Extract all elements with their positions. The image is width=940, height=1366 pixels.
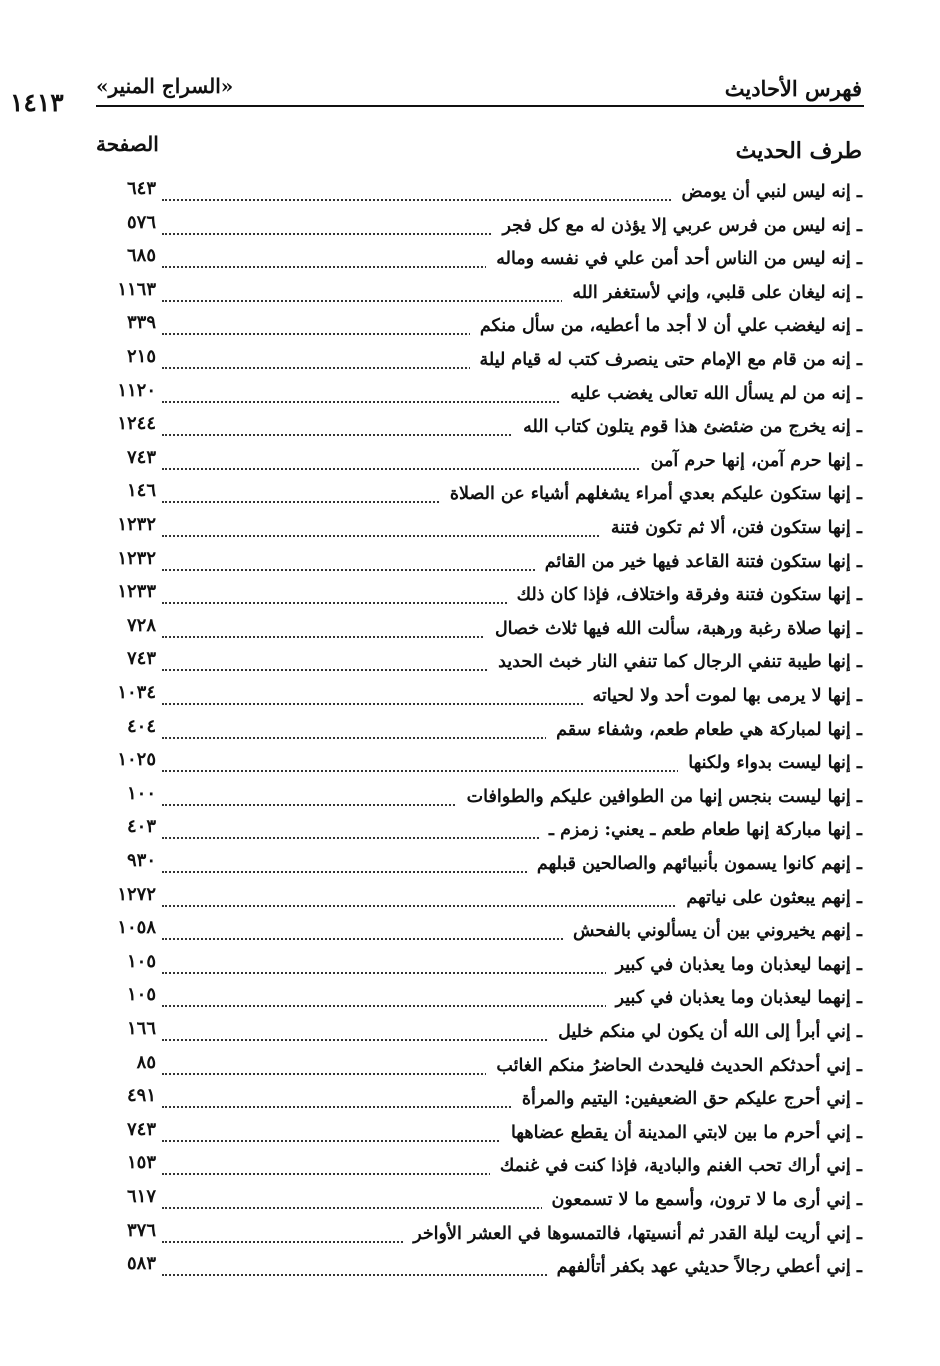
hadith-text: ـ إنه ليغان على قلبي، وإني لأستغفر الله: [562, 283, 862, 303]
page-reference: ٢١٥: [126, 346, 156, 367]
page-reference: ٧٤٣: [126, 648, 156, 670]
list-item: [0, 984, 940, 1018]
page-reference: ١٢٣٢: [117, 547, 156, 569]
hadith-text: ـ إنها ليست بنجس إنها من الطوافين عليكم والطوافات: [457, 787, 862, 807]
page-reference: ١٠٥: [126, 984, 156, 1006]
hadith-text: ـ إنها ستكون فتنة القاعد فيها خير من القائم: [535, 552, 862, 572]
hadith-text: ـ إنها ستكون فتن، ألا ثم تكون فتنة: [601, 518, 862, 538]
hadith-text: ـ إنها لمباركة هي طعام طعم، وشفاء سقم: [546, 720, 862, 740]
hadith-text: ـ إنه ليغضب علي أن لا أجد ما أعطيه، من سأل منكم: [470, 316, 862, 336]
page-reference: ٧٢٨: [126, 614, 156, 636]
hadith-text: ـ إني أريت ليلة القدر ثم أنسيتها، فالتمسوها في العشر الأواخر: [403, 1224, 862, 1244]
list-item: [0, 816, 940, 850]
list-item: [0, 1253, 940, 1287]
hadith-text: ـ إنهما ليعذبان وما يعذبان في كبير: [606, 988, 862, 1008]
list-item: [0, 1186, 940, 1220]
page-reference: ١١٢٠: [117, 379, 156, 401]
hadith-text: ـ إنها ستكون عليكم بعدي أمراء يشغلهم أشياء عن الصلاة: [440, 484, 862, 504]
list-item: [0, 682, 940, 716]
page-reference: ١٠٠: [126, 782, 156, 804]
page-reference: ٧٤٣: [126, 446, 156, 468]
list-item: [0, 749, 940, 783]
hadith-text: ـ إنه ليس من الناس أحد أمن علي في نفسه وماله: [486, 249, 862, 269]
list-item: [0, 312, 940, 346]
column-header-hadith: طرف الحديث: [735, 138, 862, 164]
hadith-text: ـ إني أراك تحب الغنم والبادية، فإذا كنت في غنمك: [490, 1156, 862, 1176]
list-item: [0, 279, 940, 313]
list-item: [0, 548, 940, 582]
page-reference: ٦٤٣: [126, 178, 156, 199]
hadith-text: ـ إنه من قام مع الإمام حتى ينصرف كتب له قيام ليلة: [470, 350, 862, 370]
page-reference: ١٠٢٥: [117, 749, 156, 771]
list-item: [0, 648, 940, 682]
hadith-text: ـ إنها لا يرمى بها لموت أحد ولا لحياته: [583, 686, 863, 706]
list-item: [0, 1220, 940, 1254]
list-item: [0, 783, 940, 817]
hadith-text: ـ إنه يخرج من ضئضئ هذا قوم يتلون كتاب الله: [513, 417, 862, 437]
hadith-text: ـ إني أعطي رجالاً حديثي عهد بكفر أتألفهم: [547, 1257, 862, 1277]
list-item: [0, 212, 940, 246]
hadith-text: ـ إني أرى ما لا ترون، وأسمع ما لا تسمعون: [542, 1190, 862, 1210]
list-item: [0, 1052, 940, 1086]
page-reference: ١٦٦: [126, 1018, 156, 1039]
page-reference: ٤٠٣: [126, 816, 156, 838]
index-title: فهرس الأحاديث: [724, 76, 862, 101]
list-item: [0, 850, 940, 884]
hadith-text: ـ إنها ليست بدواء ولكنها: [678, 753, 862, 773]
list-item: [0, 1085, 940, 1119]
list-item: [0, 917, 940, 951]
hadith-text: ـ إني أحدثكم الحديث فليحدث الحاضرُ منكم الغائب: [486, 1056, 862, 1076]
hadith-text: ـ إني أحرم ما بين لابتي المدينة أن يقطع عضاهها: [501, 1123, 862, 1143]
list-item: [0, 178, 940, 212]
list-item: [0, 346, 940, 380]
page-reference: ٣٧٦: [126, 1219, 156, 1241]
running-header: [0, 70, 940, 117]
page-reference: ٦٨٥: [126, 245, 156, 267]
page-reference: ١٢٧٢: [117, 883, 156, 905]
list-item: [0, 447, 940, 481]
page-reference: ٤٠٤: [126, 715, 156, 737]
hadith-text: ـ إنها طيبة تنفي الرجال كما تنفي النار خبث الحديد: [488, 652, 862, 672]
page-reference: ١٠٣٤: [117, 682, 156, 703]
page-reference: ١٥٣: [126, 1152, 156, 1174]
page-reference: ٥٧٦: [126, 211, 156, 233]
hadith-text: ـ إنهم يبعثون على نياتهم: [676, 888, 862, 908]
hadith-text: ـ إنها صلاة رغبة ورهبة، سألت الله فيها ثلاث خصال: [485, 619, 862, 639]
column-header-page: الصفحة: [96, 132, 159, 156]
page-reference: ١٢٣٢: [117, 514, 156, 535]
book-title: «السراج المنير»: [96, 74, 234, 98]
hadith-text: ـ إنهما ليعذبان وما يعذبان في كبير: [606, 955, 862, 975]
page-reference: ٧٤٣: [126, 1118, 156, 1140]
list-item: [0, 716, 940, 750]
list-item: [0, 245, 940, 279]
list-item: [0, 413, 940, 447]
page-reference: ٨٥: [136, 1051, 156, 1073]
list-item: [0, 1119, 940, 1153]
list-item: [0, 581, 940, 615]
page-reference: ٥٨٣: [126, 1253, 156, 1275]
page-reference: ١٤٦: [126, 480, 156, 502]
list-item: [0, 514, 940, 548]
hadith-text: ـ إنهم كانوا يسمون بأنبيائهم والصالحين قبلهم: [527, 854, 862, 874]
hadith-text: ـ إنهم يخيروني بين أن يسألوني بالفحش: [563, 921, 862, 941]
hadith-text: ـ إنها مباركة إنها طعام طعم ـ يعني: زمزم ـ: [539, 820, 862, 840]
header-rule: [96, 105, 864, 107]
page-reference: ١٠٥: [126, 950, 156, 972]
page-reference: ٦١٧: [126, 1186, 156, 1207]
page-reference: ٣٣٩: [126, 312, 156, 334]
page-reference: ١١٦٣: [117, 278, 156, 300]
page-reference: ١٢٣٣: [117, 581, 156, 603]
list-item: [0, 380, 940, 414]
list-item: [0, 884, 940, 918]
hadith-text: ـ إنه من لم يسأل الله تعالى يغضب عليه: [560, 384, 862, 404]
hadith-text: ـ إنه ليس لنبي أن يومض: [671, 182, 862, 202]
page-reference: ٤٩١: [126, 1085, 156, 1107]
hadith-text: ـ إنها حرم آمن، إنها حرم آمن: [641, 451, 862, 471]
hadith-text: ـ إنه ليس من فرس عربي إلا يؤذن له مع كل فجر: [492, 216, 862, 236]
page-reference: ١٢٤٤: [117, 413, 156, 435]
page-reference: ١٠٥٨: [117, 917, 156, 939]
list-item: [0, 615, 940, 649]
hadith-text: ـ إنها ستكون فتنة وفرقة واختلاف، فإذا كان ذلك: [507, 585, 862, 605]
list-item: [0, 951, 940, 985]
page-reference: ٩٣٠: [126, 850, 156, 871]
list-item: [0, 1018, 940, 1052]
list-item: [0, 1152, 940, 1186]
hadith-text: ـ إني أبرأ إلى الله أن يكون لي منكم خليل: [548, 1022, 862, 1042]
hadith-text: ـ إني أحرج عليكم حق الضعيفين: اليتيم والمرأة: [512, 1089, 862, 1109]
column-headers: [0, 132, 940, 166]
list-item: [0, 480, 940, 514]
page-number: ١٤١٣: [10, 88, 64, 117]
